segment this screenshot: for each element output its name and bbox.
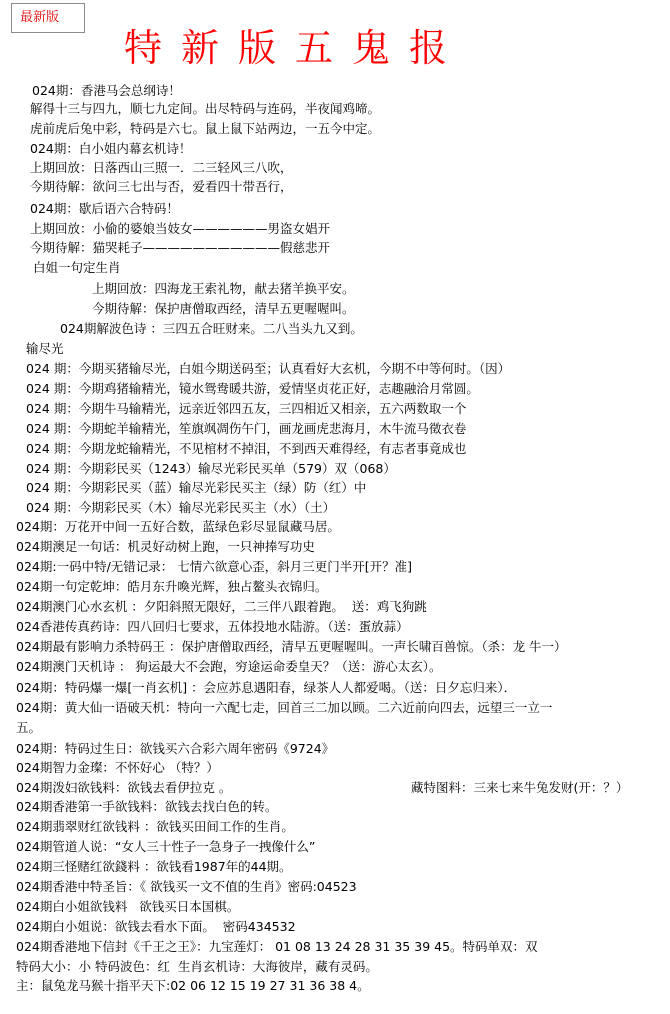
text-line: 024期白小姐说：欲钱去看水下面。 密码434532 bbox=[16, 919, 296, 934]
text-line: 五。 bbox=[16, 720, 42, 735]
text-line: 024期泼妇欲钱料：欲钱去看伊拉克 。 bbox=[16, 780, 232, 795]
text-line: 上期回放：小偷的婆娘当妓女——————男盗女娼开 bbox=[30, 221, 331, 236]
page-title: 特新版五鬼报 bbox=[123, 26, 466, 70]
text-line: 输尽光 bbox=[26, 341, 64, 356]
text-line: 024期香港中特圣旨：《 欲钱买一文不值的生肖》密码:04523 bbox=[16, 879, 357, 894]
text-line: 024期:一码中特/无错记录： 七情六欲意心歪，斜月三更门半开[开？准] bbox=[16, 559, 413, 574]
text-line: 024期香港地下信封《千王之王》：九宝莲灯： 01 08 13 24 28 31 35 39 45。特码单双：双 bbox=[16, 939, 538, 954]
text-line: 024期智力金璨：不怀好心 （特？） bbox=[16, 760, 219, 775]
text-line: 虎前虎后兔中彩，特码是六七。鼠上鼠下站两边，一五今中定。 bbox=[30, 121, 381, 136]
text-line: 024期解波色诗 ：三四五合旺财来。二八当头九又到。 bbox=[60, 321, 363, 336]
text-line: 024期管道人说：“女人三十性子一急身子一拽像什么” bbox=[16, 839, 316, 854]
text-line: 024期：万花开中间一五好合数，蓝绿色彩尽显鼠藏马居。 bbox=[16, 519, 340, 534]
text-line: 024期：歇后语六合特码！ bbox=[30, 201, 179, 216]
text-line: 024期澳足一句话：机灵好动树上跑，一只神捧写功史 bbox=[16, 539, 315, 554]
text-line: 今期待解：猫哭耗子———————————假慈悲开 bbox=[30, 240, 331, 255]
text-line: 白姐一句定生肖 bbox=[33, 260, 121, 275]
text-line: 024 期：今期彩民买（木）输尽光彩民买主（水）（土） bbox=[26, 500, 336, 515]
text-line: 024期最有影响力杀特码王 ：保护唐僧取西经，清早五更喔喔叫。一声长啸百兽惊。（杀：龙 牛一） bbox=[16, 639, 567, 654]
text-line: 024期：香港马会总纲诗！ bbox=[32, 83, 181, 98]
text-line: 024期澳门天机诗 ： 狗运最大不会跑，穷途运命委皇天？（送：游心太玄）。 bbox=[16, 659, 442, 674]
text-line: 024期：特码爆一爆[一肖玄机] ：会应苏息遇阳春，绿茶人人都爱喝。（送：日夕忘归来）． bbox=[16, 680, 517, 695]
text-line: 024 期：今期鸡猪输精光，镜水鸳鸯暖共游，爱情坚贞花正好，志趣融洽月常圆。 bbox=[26, 381, 479, 396]
text-line: 024期一句定乾坤：皓月东升喚光辉，独占鳌头衣锦归。 bbox=[16, 579, 328, 594]
text-line: 上期回放：四海龙王索礼物，献去猪羊换平安。 bbox=[92, 281, 355, 296]
edition-badge: 最新版 bbox=[11, 3, 85, 33]
text-line: 024香港传真药诗：四八回归七要求，五体投地水陆游。（送：蛋放蒜） bbox=[16, 619, 409, 634]
text-line: 024期香港第一手欲钱料：欲钱去找白色的转。 bbox=[16, 799, 278, 814]
text-line: 解得十三与四九，顺七九定间。出尽特码与连码，半夜闻鸡啼。 bbox=[30, 101, 381, 116]
text-line: 024期：特码过生日：欲钱买六合彩六周年密码《9724》 bbox=[16, 741, 335, 756]
text-line: 主：鼠兔龙马猴十指平天下:02 06 12 15 19 27 31 36 38 4。 bbox=[16, 978, 370, 993]
text-line: 024期澳门心水玄机 ：夕阳斜照无限好，二三伴八跟着跑。 送：鸡飞狗跳 bbox=[16, 599, 427, 614]
text-line: 024 期：今期龙蛇输精光，不见棺材不掉泪，不到西天难得经，有志者事竟成也 bbox=[26, 441, 467, 456]
text-line: 024 期：今期牛马输精光，远亲近邻四五友，三四相近又相亲，五六两数取一个 bbox=[26, 401, 467, 416]
text-line: 024期三怪赌红欲錢料 ：欲钱看1987年的44期。 bbox=[16, 859, 292, 874]
text-line: 024 期：今期彩民买（蓝）输尽光彩民买主（绿）防（红）中 bbox=[26, 480, 367, 495]
text-line: 024期：黄大仙一语破天机：特向一六配七走，回首三二加以顾。二六近前向四去，远望三一立一 bbox=[16, 700, 553, 715]
text-line: 上期回放：日落西山三照一．二三轻风三八吹， bbox=[30, 160, 293, 175]
text-line: 特码大小：小 特码波色：红 生肖玄机诗：大海彼岸，藏有灵码。 bbox=[16, 959, 378, 974]
text-line: 024 期：今期蛇羊输精光，笙旗飒凋伤午门，画龙画虎悲海月，木牛流马徵衣卷 bbox=[26, 421, 467, 436]
text-line: 024 期：今期彩民买（1243）输尽光彩民买单（579）双（068） bbox=[26, 461, 396, 476]
text-line: 024期白小姐欲钱料 欲钱买日本国棋。 bbox=[16, 899, 240, 914]
text-line: 藏特图料：三来七来牛兔发财(开：？） bbox=[411, 780, 629, 795]
text-line: 今期待解：保护唐僧取西经，清早五更喔喔叫。 bbox=[92, 301, 355, 316]
text-line: 024期翡翠财红欲钱料 ：欲钱买田间工作的生肖。 bbox=[16, 819, 294, 834]
text-line: 024期：白小姐内幕玄机诗！ bbox=[30, 141, 192, 156]
text-line: 今期待解：欲问三七出与否，爱看四十带吾行， bbox=[30, 179, 293, 194]
text-line: 024 期：今期买猪输尽光，白姐今期送码至；认真看好大玄机，今期不中等何时。（因） bbox=[26, 361, 511, 376]
